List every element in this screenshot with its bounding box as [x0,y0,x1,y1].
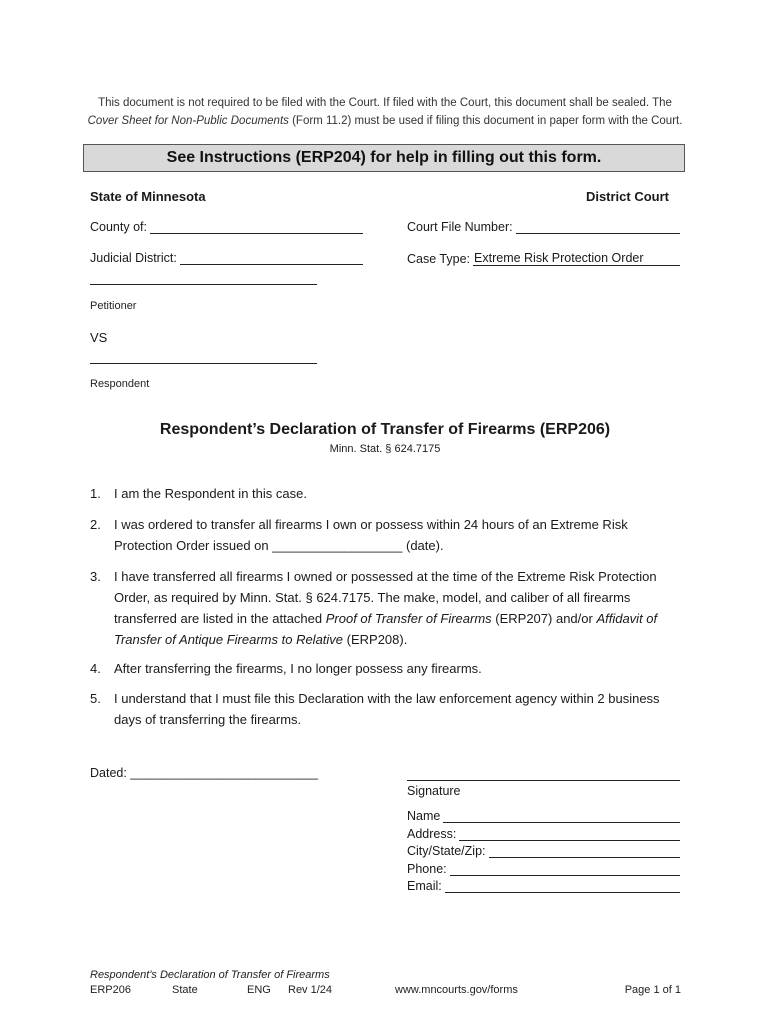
item-text [114,566,685,650]
signature-line[interactable] [407,780,680,781]
footer-page-number: Page 1 of 1 [624,984,681,996]
email-blank[interactable] [445,880,680,893]
dated-field[interactable]: Dated: ___________________________ [90,766,319,780]
city-state-zip-field[interactable] [407,844,680,858]
cover-sheet-reference: Cover Sheet for Non-Public Documents [87,115,289,127]
respondent-label: Respondent [90,378,150,390]
instructions-banner: See Instructions (ERP204) for help in filling out this form. [83,144,685,172]
case-type-value: Extreme Risk Protection Order [473,251,680,266]
court-file-number-field[interactable] [407,220,680,234]
item-number: 3. [90,569,101,584]
list-item [90,658,685,679]
phone-field[interactable] [407,862,680,876]
notice-line-2 [80,112,690,130]
list-item [90,688,685,730]
state-label: State of Minnesota [90,189,206,204]
form-title: Respondent’s Declaration of Transfer of Firearms (ERP206) [159,421,611,438]
list-item [90,483,685,504]
name-label: Name [407,809,441,823]
versus-label: VS [90,330,108,345]
antique-affidavit-reference: Affidavit of Transfer of Antique Firearms to Relative [114,611,658,647]
sealing-notice [80,94,690,130]
case-type-field [407,251,680,266]
item-number: 5. [90,691,101,706]
petitioner-line[interactable] [90,284,317,285]
address-label: Address: [407,827,457,841]
case-type-label: Case Type: [407,252,471,266]
item-number: 1. [90,486,101,501]
county-blank[interactable] [150,221,363,234]
list-item [90,566,685,650]
item-text-part: (ERP208). [343,632,408,647]
judicial-district-label: Judicial District: [90,251,177,265]
item-text-part: (ERP207) and/or [491,611,597,626]
county-field[interactable] [90,220,363,234]
item-text-part: (date). [402,538,444,553]
phone-blank[interactable] [450,863,680,876]
item-text [114,514,685,556]
email-field[interactable] [407,879,680,893]
footer-form-code: ERP206 [90,984,131,996]
item-number: 4. [90,661,101,676]
proof-of-transfer-reference: Proof of Transfer of Firearms [325,611,492,626]
city-state-zip-label: City/State/Zip: [407,844,486,858]
item-text: I am the Respondent in this case. [114,486,307,501]
item-text: After transferring the firearms, I no longer possess any firearms. [114,661,482,676]
petitioner-label: Petitioner [90,300,137,312]
footer-language: ENG [247,984,271,996]
footer-jurisdiction: State [172,984,198,996]
item-text-part: I was ordered to transfer all firearms I own or possess within 24 hours of an Extreme Risk Protection Order issued on [114,517,628,553]
order-date-blank[interactable]: __________________ [272,538,403,553]
city-state-zip-blank[interactable] [489,845,681,858]
phone-label: Phone: [407,862,447,876]
signature-label: Signature [407,784,461,798]
statute-reference: Minn. Stat. § 624.7175 [329,443,441,455]
name-field[interactable] [407,809,680,823]
item-text: I understand that I must file this Declaration with the law enforcement agency within 2 business days of transferring the firearms. [114,691,660,727]
list-item [90,514,685,556]
court-file-number-blank[interactable] [516,221,680,234]
judicial-district-field[interactable] [90,251,363,265]
address-blank[interactable] [459,828,680,841]
name-blank[interactable] [443,810,680,823]
notice-line-1: This document is not required to be filed with the Court. If filed with the Court, this document shall be sealed. The [98,97,672,109]
respondent-line[interactable] [90,363,317,364]
county-label: County of: [90,220,147,234]
item-number: 2. [90,517,101,532]
item-text-part: I have transferred all firearms I owned or possessed at the time of the Extreme Risk Protection Order, as required by Minn. Stat. § 624.7175. The make, model, and caliber of all firearms transferred are listed in the attached [114,569,657,626]
court-label: District Court [585,189,669,204]
notice-line-2-rest: (Form 11.2) must be used if filing this document in paper form with the Court. [288,115,683,127]
judicial-district-blank[interactable] [180,252,363,265]
footer-revision: Rev 1/24 [288,984,333,996]
footer-form-title: Respondent's Declaration of Transfer of Firearms [90,969,330,981]
email-label: Email: [407,879,442,893]
court-file-number-label: Court File Number: [407,220,513,234]
address-field[interactable] [407,827,680,841]
footer-url[interactable]: www.mncourts.gov/forms [395,984,518,996]
